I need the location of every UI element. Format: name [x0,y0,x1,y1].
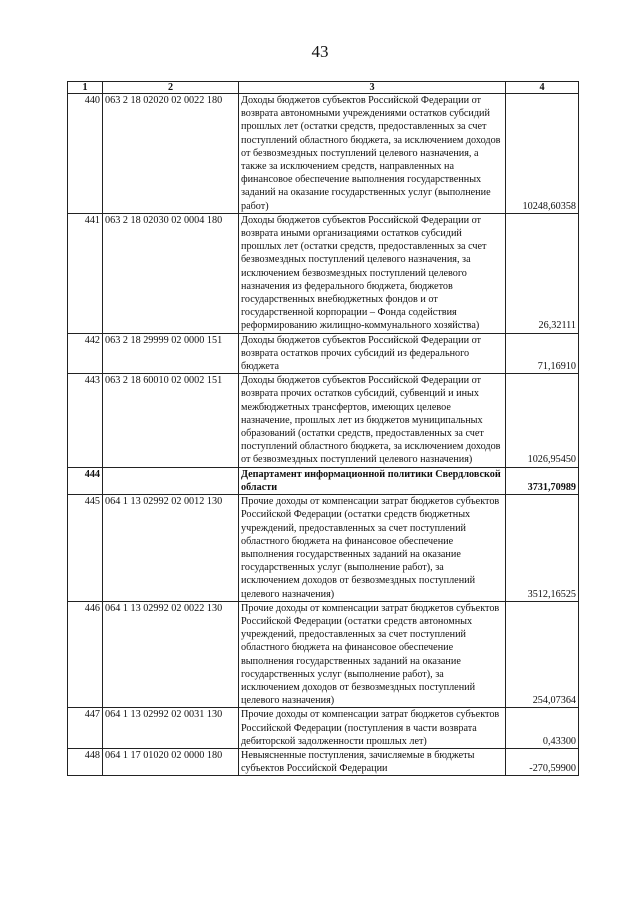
budget-table [67,81,579,776]
amount: 26,32111 [506,213,579,333]
row-number: 447 [68,708,103,749]
column-header-3: 3 [239,82,506,94]
amount: 3512,16525 [506,495,579,602]
department-row [68,467,579,494]
income-description: Прочие доходы от компенсации затрат бюджетов субъектов Российской Федерации (поступления в части возврата дебиторской задолженности прошлых лет) [239,708,506,749]
amount: -270,59900 [506,748,579,775]
department-total: 3731,70989 [506,467,579,494]
budget-code: 064 1 13 02992 02 0012 130 [103,495,239,602]
table-row [68,708,579,749]
income-description: Доходы бюджетов субъектов Российской Федерации от возврата прочих остатков субсидий, субвенций и иных межбюджетных трансфертов, имеющих целевое назначение, прошлых лет из бюджетов муниципальных образований (остатки средств, предоставленных за счет поступлений областного бюджета, за исключением доходов от безвозмездных поступлений целевого назначения) [239,374,506,467]
table-row [68,748,579,775]
income-description: Прочие доходы от компенсации затрат бюджетов субъектов Российской Федерации (остатки средств автономных учреждений, предоставленных за счет поступлений областного бюджета на финансовое обеспечение выполнения государственных заданий на оказание государственных услуг (выполнение работ), за исключением доходов от безвозмездных поступлений целевого назначения) [239,601,506,708]
table-header-row [68,82,579,94]
amount: 10248,60358 [506,94,579,214]
row-number: 443 [68,374,103,467]
row-number: 444 [68,467,103,494]
column-header-2: 2 [103,82,239,94]
row-number: 441 [68,213,103,333]
income-description: Доходы бюджетов субъектов Российской Федерации от возврата автономными учреждениями остатков субсидий прошлых лет (остатки средств, предоставленных за счет поступлений областного бюджета, за исключением доходов от безвозмездных поступлений целевого назначения, а также за исключением средств, направленных на финансовое обеспечение выполнения государственных заданий на оказание государственных услуг (выполнение работ) [239,94,506,214]
budget-code: 064 1 17 01020 02 0000 180 [103,748,239,775]
income-description: Доходы бюджетов субъектов Российской Федерации от возврата остатков прочих субсидий из федерального бюджета [239,333,506,374]
budget-code [103,467,239,494]
department-name: Департамент информационной политики Свердловской области [239,467,506,494]
amount: 1026,95450 [506,374,579,467]
budget-code: 064 1 13 02992 02 0031 130 [103,708,239,749]
amount: 254,07364 [506,601,579,708]
row-number: 448 [68,748,103,775]
table-row [68,601,579,708]
income-description: Доходы бюджетов субъектов Российской Федерации от возврата иными организациями остатков субсидий прошлых лет (остатки средств, предоставленных за счет безвозмездных поступлений целевого назначения, за исключением безвозмездных поступлений целевого назначения из федерального бюджета, бюджетов государственных внебюджетных фондов и от государственной корпорации – Фонда содействия реформированию жилищно-коммунального хозяйства) [239,213,506,333]
income-description: Невыясненные поступления, зачисляемые в бюджеты субъектов Российской Федерации [239,748,506,775]
table-row [68,333,579,374]
income-description: Прочие доходы от компенсации затрат бюджетов субъектов Российской Федерации (остатки средств бюджетных учреждений, предоставленных за счет поступлений областного бюджета на финансовое обеспечение выполнения государственных заданий на оказание государственных услуг (выполнение работ), за исключением доходов от безвозмездных поступлений целевого назначения) [239,495,506,602]
budget-code: 063 2 18 02030 02 0004 180 [103,213,239,333]
budget-code: 063 2 18 29999 02 0000 151 [103,333,239,374]
amount: 0,43300 [506,708,579,749]
table-row [68,213,579,333]
column-header-4: 4 [506,82,579,94]
row-number: 445 [68,495,103,602]
amount: 71,16910 [506,333,579,374]
budget-code: 064 1 13 02992 02 0022 130 [103,601,239,708]
row-number: 440 [68,94,103,214]
table-row [68,374,579,467]
table-row [68,94,579,214]
column-header-1: 1 [68,82,103,94]
table-row [68,495,579,602]
budget-code: 063 2 18 60010 02 0002 151 [103,374,239,467]
budget-code: 063 2 18 02020 02 0022 180 [103,94,239,214]
row-number: 446 [68,601,103,708]
page-number: 43 [311,42,329,61]
row-number: 442 [68,333,103,374]
